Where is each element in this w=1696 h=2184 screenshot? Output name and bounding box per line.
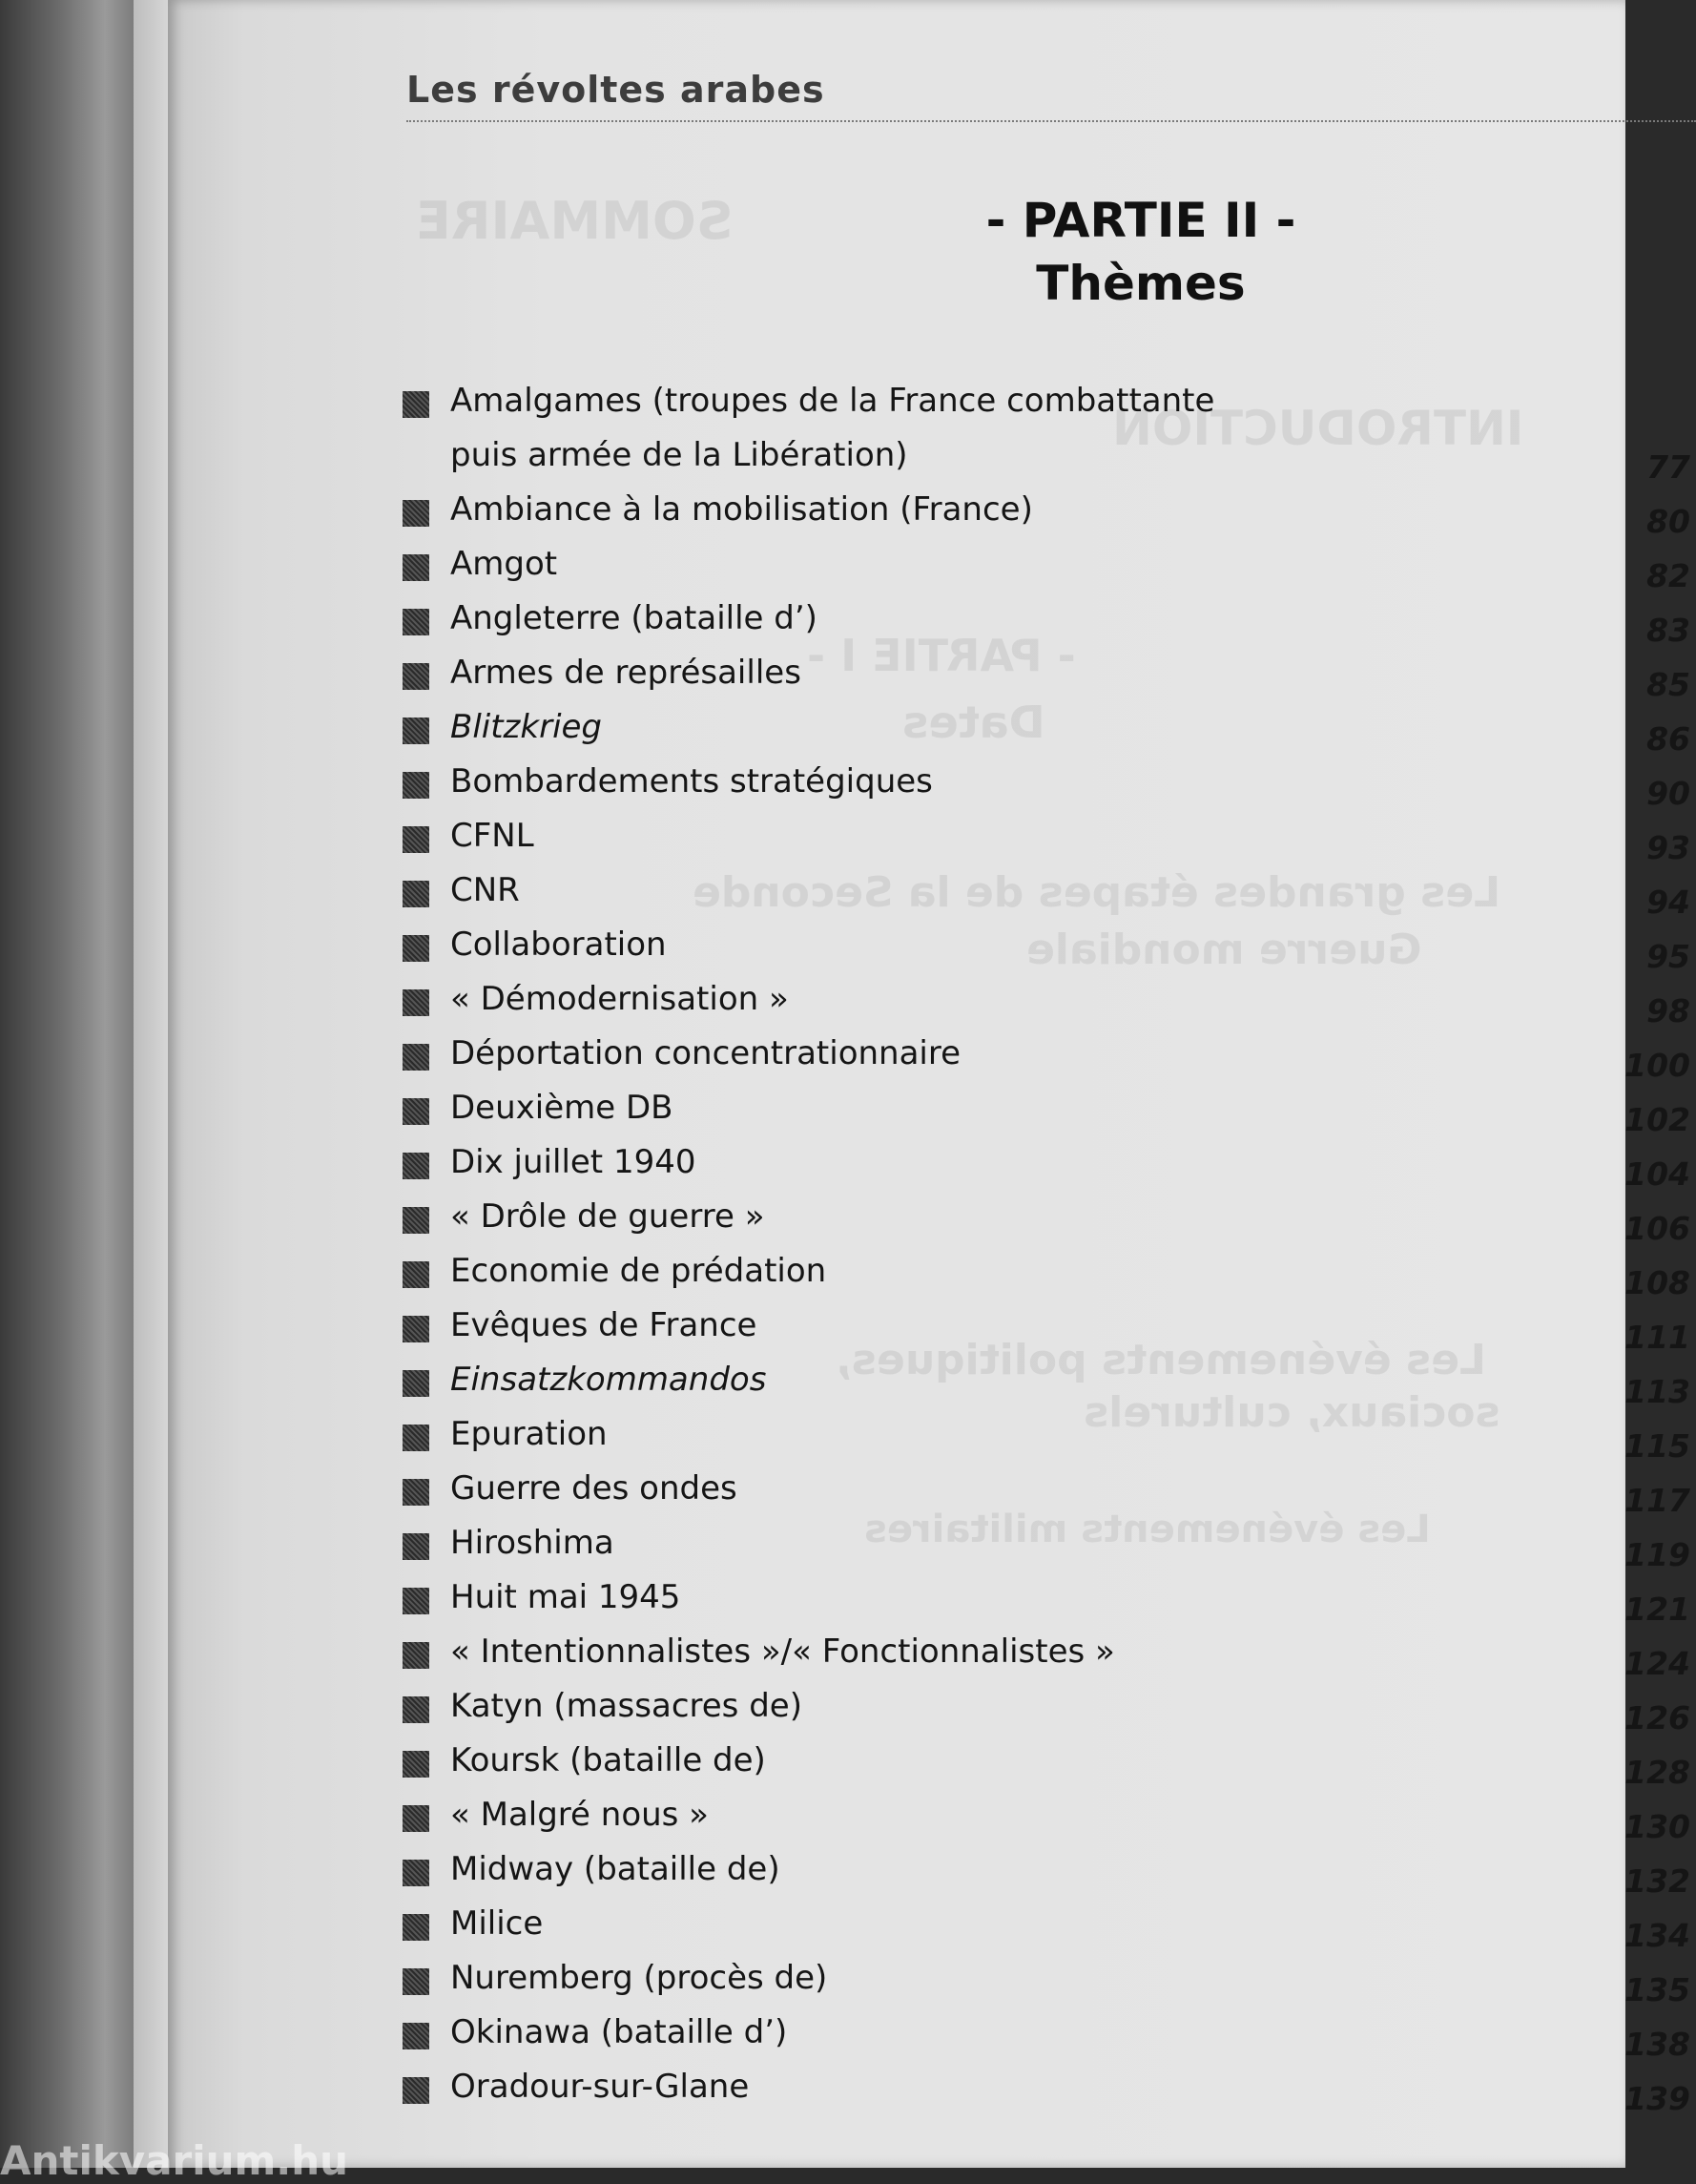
running-header: Les révoltes arabes bbox=[406, 69, 825, 111]
toc-page-number: 135 bbox=[1624, 1971, 1690, 2008]
square-bullet-icon bbox=[403, 881, 429, 907]
square-bullet-icon bbox=[403, 1968, 429, 1995]
square-bullet-icon bbox=[403, 1805, 429, 1832]
square-bullet-icon bbox=[403, 1098, 429, 1125]
toc-entry-label: Midway (bataille de) bbox=[450, 1850, 780, 1888]
toc-entry-label: Nuremberg (procès de) bbox=[450, 1959, 828, 1997]
toc-page-number: 77 bbox=[1646, 448, 1690, 486]
toc-entry-label: CNR bbox=[450, 871, 520, 909]
toc-page-number: 80 bbox=[1646, 503, 1690, 540]
square-bullet-icon bbox=[403, 1588, 429, 1614]
toc-page-number: 106 bbox=[1624, 1210, 1690, 1247]
toc-page-number: 134 bbox=[1624, 1917, 1690, 1954]
square-bullet-icon bbox=[403, 554, 429, 581]
toc-entry-label: Oradour-sur-Glane bbox=[450, 2068, 750, 2106]
square-bullet-icon bbox=[403, 1860, 429, 1886]
toc-page-number: 104 bbox=[1624, 1155, 1690, 1193]
square-bullet-icon bbox=[403, 772, 429, 799]
square-bullet-icon bbox=[403, 1533, 429, 1560]
square-bullet-icon bbox=[403, 391, 429, 418]
toc-page-number: 128 bbox=[1624, 1754, 1690, 1791]
toc-page-number: 111 bbox=[1624, 1319, 1690, 1356]
square-bullet-icon bbox=[403, 2023, 429, 2049]
watermark: Antikvarium.hu bbox=[0, 2137, 349, 2184]
square-bullet-icon bbox=[403, 1207, 429, 1234]
table-of-contents bbox=[403, 384, 1690, 2124]
toc-entry-label: Milice bbox=[450, 1904, 544, 1943]
toc-page-number: 115 bbox=[1624, 1427, 1690, 1465]
toc-page-number: 113 bbox=[1624, 1373, 1690, 1410]
toc-entry-label: Déportation concentrationnaire bbox=[450, 1034, 962, 1072]
bleed-through-text: Les événements militaires bbox=[864, 1508, 1431, 1551]
toc-entry-label: Deuxième DB bbox=[450, 1089, 673, 1127]
toc-entry-label: Hiroshima bbox=[450, 1524, 614, 1562]
toc-page-number: 94 bbox=[1646, 884, 1690, 921]
toc-page-number: 93 bbox=[1646, 829, 1690, 866]
toc-page-number: 83 bbox=[1646, 612, 1690, 649]
toc-entry-label: Economie de prédation bbox=[450, 1252, 827, 1290]
toc-entry-label: « Démodernisation » bbox=[450, 980, 789, 1018]
toc-page-number: 95 bbox=[1646, 938, 1690, 975]
bleed-through-text: sociaux, culturels bbox=[1084, 1388, 1500, 1437]
square-bullet-icon bbox=[403, 1316, 429, 1342]
toc-page-number: 90 bbox=[1646, 775, 1690, 812]
toc-page-number: 98 bbox=[1646, 992, 1690, 1030]
square-bullet-icon bbox=[403, 500, 429, 527]
book-page bbox=[168, 0, 1690, 2168]
bleed-through-text: Guerre mondiale bbox=[1026, 926, 1422, 974]
toc-page-number: 102 bbox=[1624, 1101, 1690, 1138]
bleed-through-text: Les événements politiques, bbox=[836, 1336, 1487, 1384]
toc-page-number: 132 bbox=[1624, 1862, 1690, 1900]
toc-page-number: 82 bbox=[1646, 557, 1690, 594]
toc-page-number: 117 bbox=[1624, 1482, 1690, 1519]
toc-page-number: 121 bbox=[1624, 1591, 1690, 1628]
toc-entry-label: Collaboration bbox=[450, 926, 667, 964]
bleed-through-text: Les grandes étapes de la Seconde bbox=[693, 868, 1501, 917]
toc-entry-label: Katyn (massacres de) bbox=[450, 1687, 802, 1725]
toc-entry-label: Armes de représailles bbox=[450, 654, 801, 692]
toc-page-number: 126 bbox=[1624, 1699, 1690, 1737]
square-bullet-icon bbox=[403, 1261, 429, 1288]
toc-entry-label: Guerre des ondes bbox=[450, 1469, 737, 1508]
toc-page-number: 119 bbox=[1624, 1536, 1690, 1573]
toc-entry-label: Amgot bbox=[450, 545, 558, 583]
toc-entry bbox=[403, 384, 1690, 492]
header-rule bbox=[406, 120, 1696, 122]
toc-page-number: 139 bbox=[1624, 2080, 1690, 2117]
toc-entry-label: Dix juillet 1940 bbox=[450, 1143, 696, 1181]
part-heading bbox=[797, 189, 1484, 315]
square-bullet-icon bbox=[403, 2077, 429, 2104]
toc-entry-label: Blitzkrieg bbox=[450, 708, 603, 746]
square-bullet-icon bbox=[403, 935, 429, 962]
toc-page-number: 85 bbox=[1646, 666, 1690, 703]
toc-page-number: 138 bbox=[1624, 2026, 1690, 2063]
square-bullet-icon bbox=[403, 989, 429, 1016]
toc-entry-label: Bombardements stratégiques bbox=[450, 762, 933, 801]
bleed-through-text: SOMMAIRE bbox=[416, 191, 734, 251]
square-bullet-icon bbox=[403, 609, 429, 635]
part-title: Thèmes bbox=[1036, 256, 1246, 311]
toc-entry-label: Ambiance à la mobilisation (France) bbox=[450, 490, 1033, 529]
toc-entry-label: Koursk (bataille de) bbox=[450, 1741, 766, 1779]
toc-entry-label bbox=[450, 374, 1404, 483]
square-bullet-icon bbox=[403, 1370, 429, 1397]
square-bullet-icon bbox=[403, 1479, 429, 1506]
square-bullet-icon bbox=[403, 826, 429, 853]
toc-page-number: 108 bbox=[1624, 1264, 1690, 1301]
bleed-through-text: - PARTIE I - bbox=[807, 630, 1076, 681]
toc-entry-label: Epuration bbox=[450, 1415, 608, 1453]
toc-entry-label: « Malgré nous » bbox=[450, 1796, 709, 1834]
square-bullet-icon bbox=[403, 718, 429, 744]
bleed-through-text: Dates bbox=[902, 697, 1045, 748]
page-edge bbox=[134, 0, 168, 2168]
square-bullet-icon bbox=[403, 1696, 429, 1723]
toc-entry-label: Einsatzkommandos bbox=[450, 1361, 767, 1399]
toc-entry bbox=[403, 2070, 1690, 2124]
square-bullet-icon bbox=[403, 1751, 429, 1778]
toc-entry-label: Evêques de France bbox=[450, 1306, 757, 1344]
square-bullet-icon bbox=[403, 1153, 429, 1179]
square-bullet-icon bbox=[403, 1642, 429, 1669]
square-bullet-icon bbox=[403, 663, 429, 690]
square-bullet-icon bbox=[403, 1044, 429, 1071]
toc-page-number: 124 bbox=[1624, 1645, 1690, 1682]
toc-entry-label: Angleterre (bataille d’) bbox=[450, 599, 817, 637]
toc-entry-line: puis armée de la Libération) bbox=[450, 436, 908, 474]
square-bullet-icon bbox=[403, 1425, 429, 1451]
square-bullet-icon bbox=[403, 1914, 429, 1941]
bleed-through-text: INTRODUCTION bbox=[1112, 401, 1524, 456]
toc-page-number: 100 bbox=[1624, 1047, 1690, 1084]
toc-entry-line: Amalgames (troupes de la France combattante bbox=[450, 382, 1215, 420]
toc-entry-label: « Intentionnalistes »/« Fonctionnalistes » bbox=[450, 1633, 1115, 1671]
toc-entry-label: CFNL bbox=[450, 817, 534, 855]
part-label: - PARTIE II - bbox=[985, 193, 1296, 248]
toc-page-number: 130 bbox=[1624, 1808, 1690, 1845]
toc-entry-label: Huit mai 1945 bbox=[450, 1578, 681, 1616]
toc-page-number: 86 bbox=[1646, 720, 1690, 758]
toc-entry-label: Okinawa (bataille d’) bbox=[450, 2013, 788, 2051]
toc-entry-label: « Drôle de guerre » bbox=[450, 1197, 765, 1236]
